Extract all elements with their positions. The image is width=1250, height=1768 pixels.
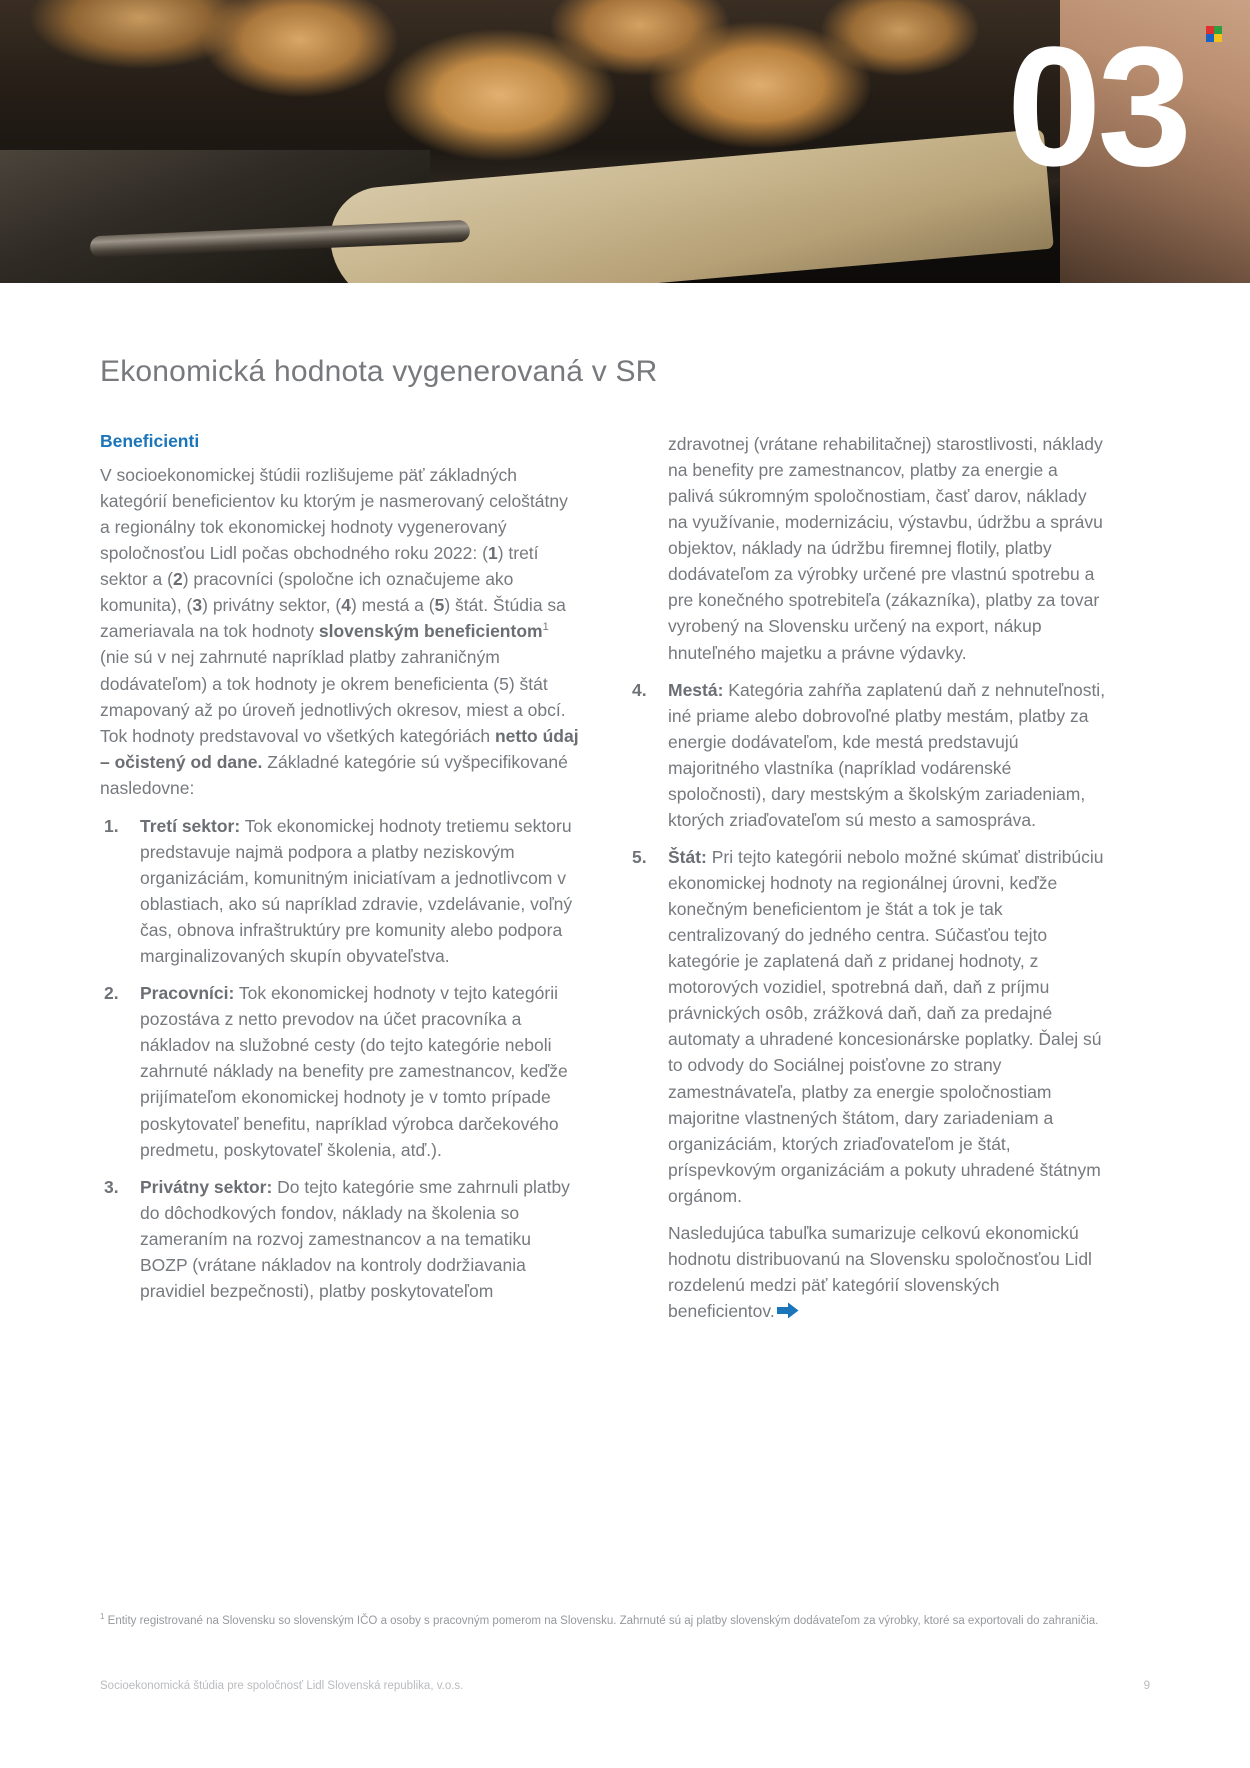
page-content <box>0 355 1250 1337</box>
list-item-label: Mestá: <box>668 679 724 700</box>
footer-page-number: 9 <box>1143 1680 1150 1692</box>
list-marker: 1. <box>104 815 119 836</box>
logo-square-blue <box>1206 34 1214 42</box>
intro-paragraph <box>100 462 580 801</box>
list-marker: 4. <box>632 679 647 700</box>
list-item-text: Pri tejto kategórii nebolo možné skúmať distribúciu ekonomickej hodnoty na regionálnej úrovni, keďže konečným beneficientom je štát a tok je tak centralizovaný do jedného centra. Súčasťou tejto kategórie je zaplatená daň z pridanej hodnoty, z motorových vozidiel, spotrebná daň, daň z príjmu právnických osôb, zrážková daň, daň za predajné automaty a uhradené koncesionárske poplatky. Ďalej sú to odvody do Sociálnej poisťovne zo strany zamestnávateľa, platby za energie spoločnostiam majoritne vlastnených štátom, dary zariadeniam a organizáciám, ktorých zriaďovateľom je štát, príspevkovým organizáciám a pokuty uhradené štátnym orgánom. <box>668 846 1104 1206</box>
list-item-label: Štát: <box>668 846 707 867</box>
two-column-layout <box>100 431 1150 1337</box>
list-item-text: Tok ekonomickej hodnoty tretiemu sektoru predstavuje najmä podpora a platby neziskovým organizáciám, komunitným iniciatívam a jednotlivcom v oblastiach, ako sú napríklad zdravie, vzdelávanie, voľný čas, obnova infraštruktúry pre komunity alebo podpora marginalizovaných skupín obyvateľstva. <box>140 815 573 967</box>
section-heading-beneficienti: Beneficienti <box>100 431 200 451</box>
category-list-left <box>100 813 580 1304</box>
intro-text-1: V socioekonomickej štúdii rozlišujeme päť základných kategórií beneficientov ku ktorým je nasmerovaný celoštátny a regionálny tok ekonomickej hodnoty vygenerovaný spoločnosťou Lidl počas obchodného roku 2022: ( <box>100 465 568 564</box>
footnote-text: Entity registrované na Slovensku so slovenským IČO a osoby s pracovným pomerom na Slovensku. Zahrnuté sú aj platby slovenským dodávateľom za výrobky, ktoré sa exportovali do zahraničia. <box>104 1615 1099 1627</box>
list-item-label: Tretí sektor: <box>140 815 241 836</box>
footnote-marker: 1 <box>100 1612 105 1622</box>
list-marker: 2. <box>104 983 119 1004</box>
page-footer <box>100 1680 1150 1692</box>
inline-number-1: 1 <box>487 543 498 564</box>
hero-banner <box>0 0 1250 283</box>
list-item-label: Privátny sektor: <box>140 1176 273 1197</box>
list-item <box>628 844 1108 1209</box>
list-marker: 3. <box>104 1176 119 1197</box>
inline-number-2: 2 <box>172 569 183 590</box>
chapter-number: 03 <box>1006 12 1188 202</box>
list-item-text: Tok ekonomickej hodnoty v tejto kategórii pozostáva z netto prevodov na účet pracovníka a nákladov na služobné cesty (do tejto kategórie neboli zahrnuté náklady na benefity pre zamestnancov, keďže prijímateľom ekonomickej hodnoty je v tomto prípade poskytovateľ benefitu, napríklad výrobca darčekového predmetu, poskytovateľ školenia, atď.). <box>140 983 568 1160</box>
intro-text-4: ) privátny sektor, ( <box>202 595 342 616</box>
list-item-label: Pracovníci: <box>140 983 235 1004</box>
closing-paragraph <box>628 1220 1108 1326</box>
footnote <box>100 1613 1150 1629</box>
bold-slovenskym-beneficientom: slovenským beneficientom <box>318 621 543 642</box>
logo-square-green <box>1214 26 1222 34</box>
intro-text-6: ) štát. Štúdia sa zameriavala na tok hodnoty <box>100 595 566 642</box>
list-item-text: Kategória zahŕňa zaplatenú daň z nehnuteľnosti, iné priame alebo dobrovoľné platby mestám, platby za energie dodávateľom, kde mestá predstavujú majoritného vlastníka (napríklad vodárenské spoločnosti), dary mestským a školským zariadeniam, ktorých zriaďovateľom sú mesto a samospráva. <box>668 679 1106 830</box>
inline-number-4: 4 <box>341 595 351 616</box>
category-list-right <box>628 677 1108 1209</box>
list-item <box>100 1174 580 1304</box>
intro-text-5: ) mestá a ( <box>350 595 435 616</box>
arrow-right-icon[interactable] <box>777 1300 799 1326</box>
footer-document-title: Socioekonomická štúdia pre spoločnosť Lidl Slovenská republika, v.o.s. <box>100 1680 464 1692</box>
four-color-logo-icon <box>1206 26 1222 42</box>
inline-number-5: 5 <box>434 595 445 616</box>
inline-number-3: 3 <box>192 595 203 616</box>
list-item-text: Do tejto kategórie sme zahrnuli platby do dôchodkových fondov, náklady na školenia so zameraním na rozvoj zamestnancov a na tematiku BOZP (vrátane nákladov na kontroly dodržiavania pravidiel bezpečnosti), platby poskytovateľom <box>140 1176 570 1301</box>
intro-text-2: ) tretí sektor a ( <box>100 543 539 590</box>
right-column <box>628 431 1108 1337</box>
intro-text-8: Základné kategórie sú vyšpecifikované nasledovne: <box>100 751 568 798</box>
list-marker: 5. <box>632 846 647 867</box>
list-item <box>100 980 580 1162</box>
logo-square-red <box>1206 26 1214 34</box>
left-column <box>100 431 580 1337</box>
continuation-paragraph: zdravotnej (vrátane rehabilitačnej) starostlivosti, náklady na benefity pre zamestnancov, platby za energie a palivá súkromným spoločnostiam, časť darov, náklady na využívanie, modernizáciu, výstavbu, údržbu a správu objektov, náklady na údržbu firemnej flotily, platby dodávateľom za výrobky určené pre vlastnú spotrebu a pre konečného spotrebiteľa (zákazníka), platby za tovar vyrobený na Slovensku určený na export, nákup hnuteľného majetku a právne výdavky. <box>668 434 1103 663</box>
intro-text-7: (nie sú v nej zahrnuté napríklad platby zahraničným dodávateľom) a tok hodnoty je okrem beneficienta (5) štát zmapovaný až po úroveň jednotlivých okresov, miest a obcí. Tok hodnoty predstavoval vo všetkých kategóriách <box>100 647 566 746</box>
footnote-reference[interactable]: 1 <box>542 621 549 634</box>
list-item <box>628 677 1108 833</box>
closing-paragraph-text: Nasledujúca tabuľka sumarizuje celkovú ekonomickú hodnotu distribuovanú na Slovensku spoločnosťou Lidl rozdelenú medzi päť kategórií slovenských beneficientov. <box>668 1222 1092 1321</box>
intro-text-3: ) pracovníci (spoločne ich označujeme ako komunita), ( <box>100 569 514 616</box>
list-item <box>100 813 580 969</box>
logo-square-yellow <box>1214 34 1222 42</box>
page-title: Ekonomická hodnota vygenerovaná v SR <box>100 355 658 388</box>
bold-netto-udaj: netto údaj – očistený od dane. <box>100 725 579 772</box>
